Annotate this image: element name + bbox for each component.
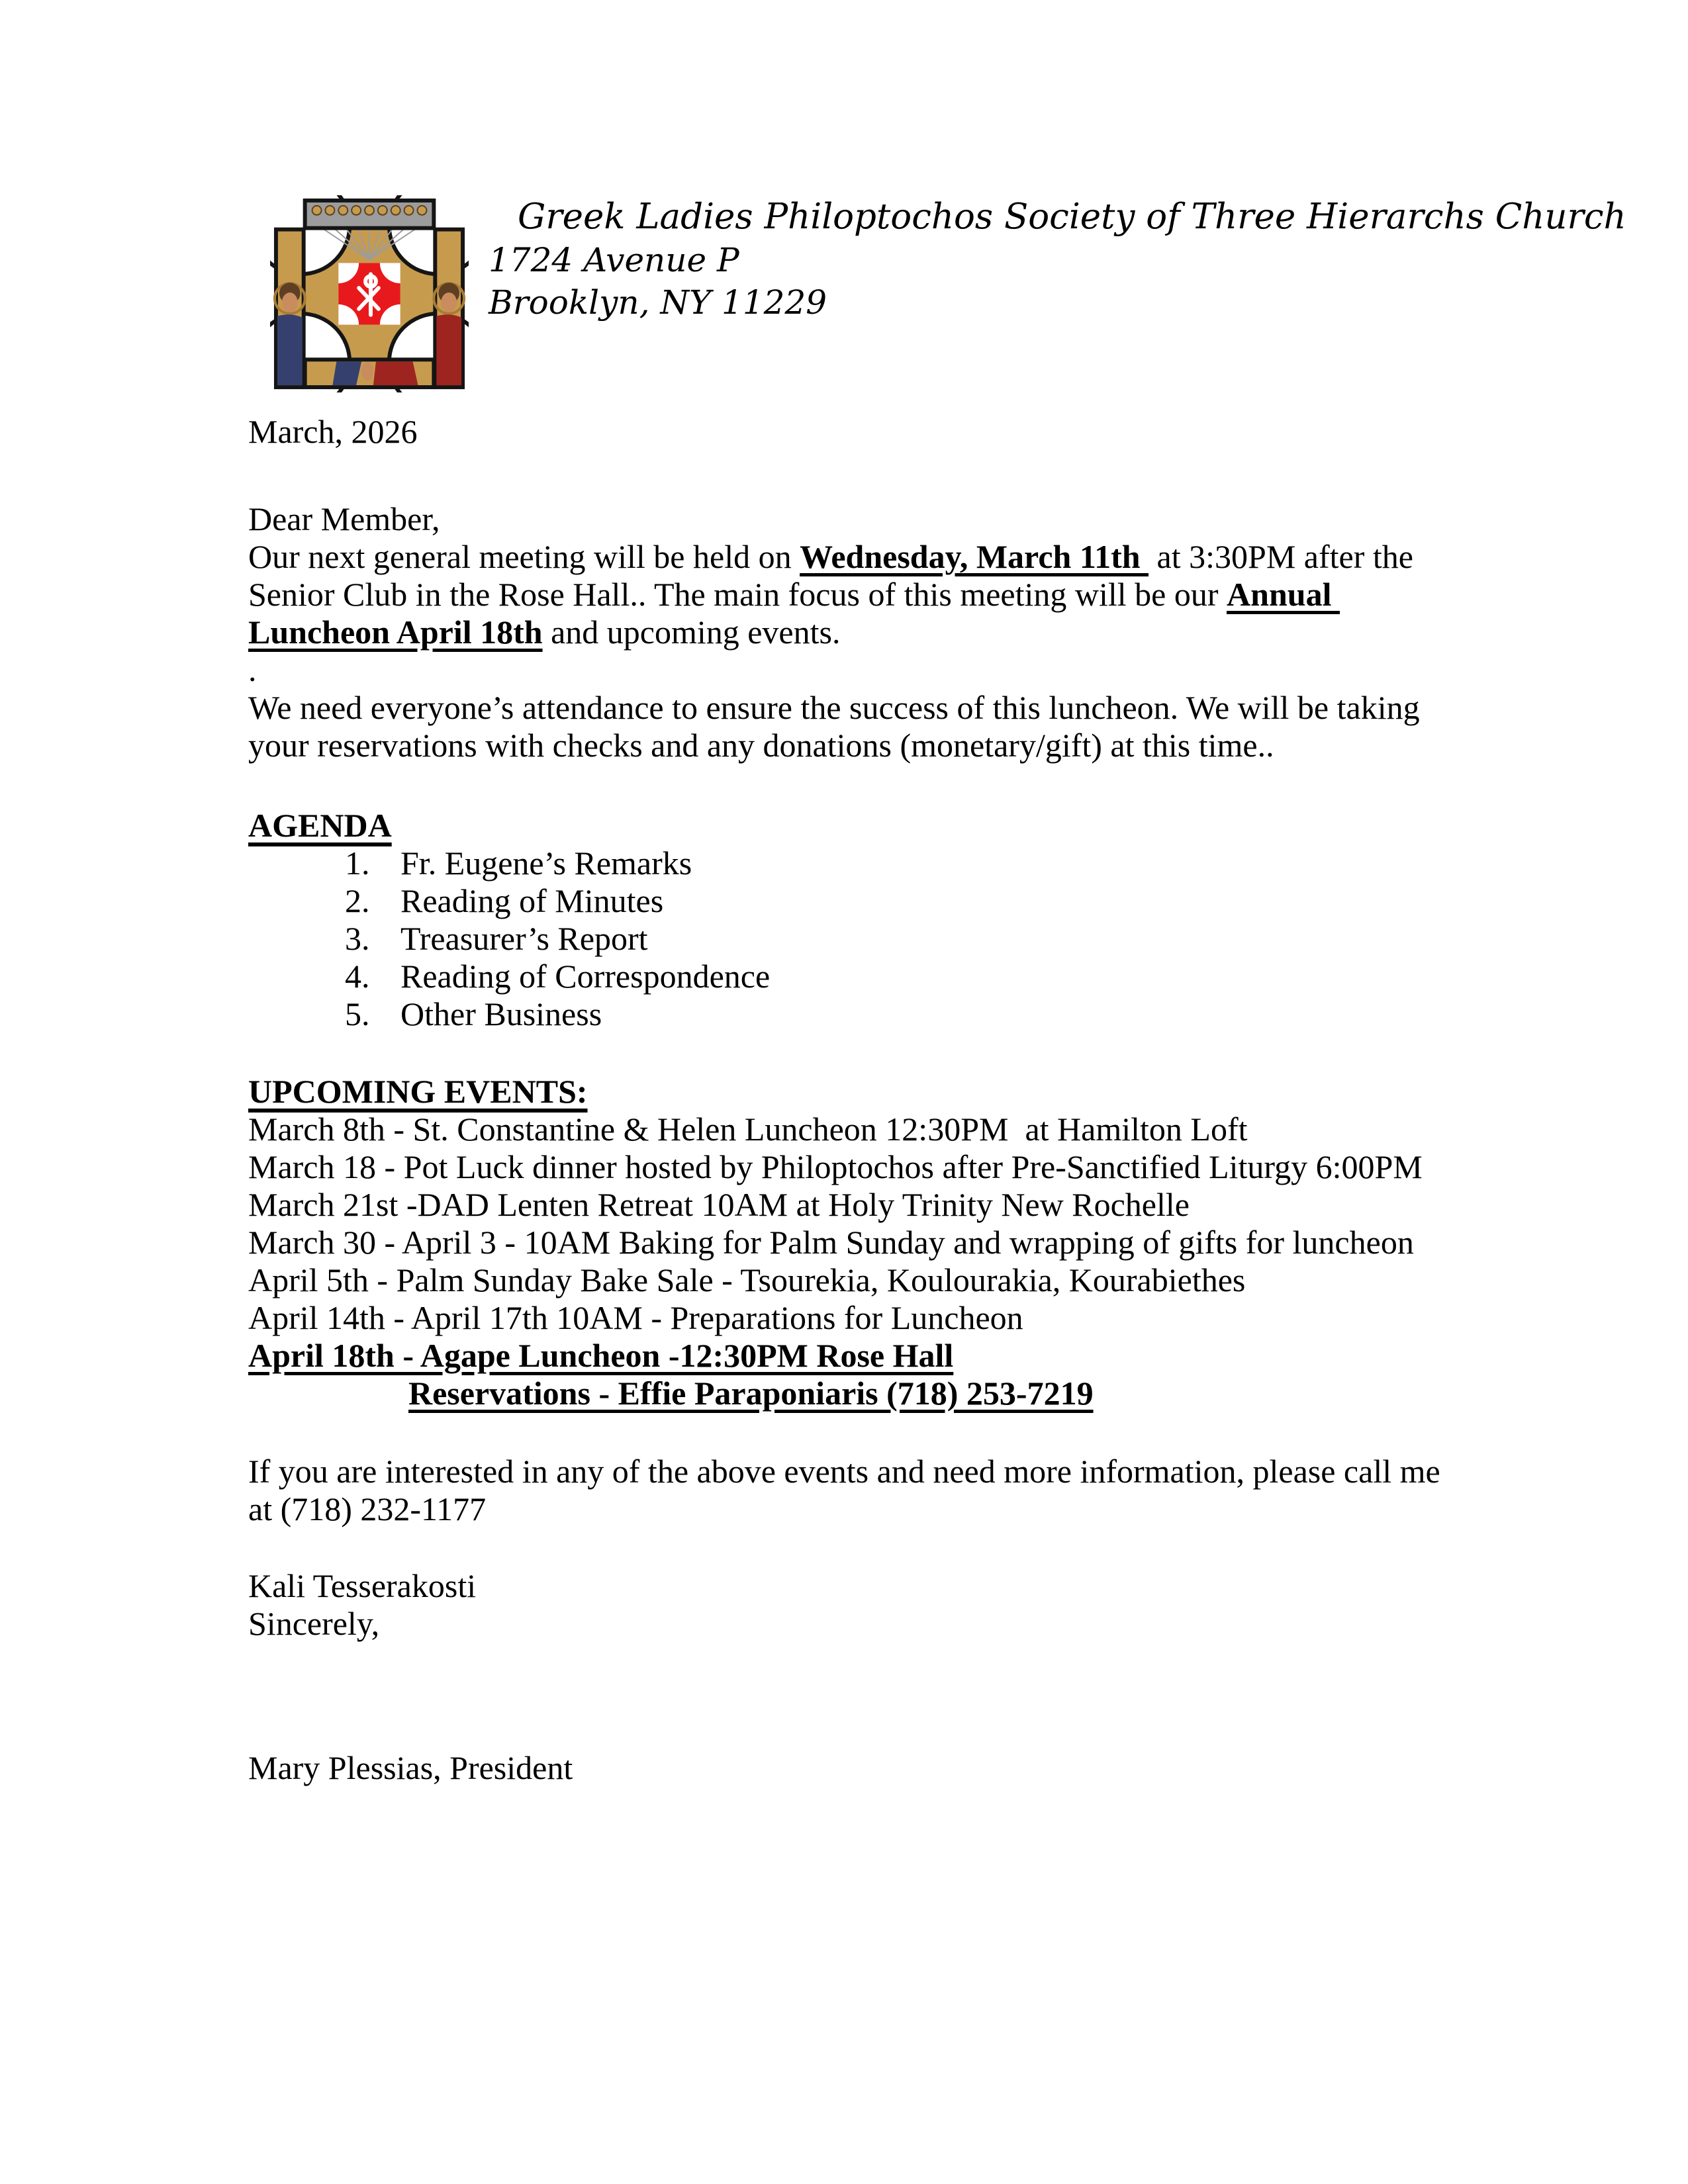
event-item: April 14th - April 17th 10AM - Preparations for Luncheon bbox=[248, 1299, 1023, 1336]
date-line: March, 2026 bbox=[248, 413, 418, 450]
agenda-item-number: 3. bbox=[345, 920, 370, 957]
agenda-item-number: 2. bbox=[345, 882, 370, 919]
events-heading-text: UPCOMING EVENTS: bbox=[248, 1073, 588, 1110]
meeting-text-3: and upcoming events. bbox=[542, 614, 841, 651]
event-item: March 21st -DAD Lenten Retreat 10AM at Holy Trinity New Rochelle bbox=[248, 1186, 1190, 1223]
three-hierarchs-cross-emblem-icon bbox=[270, 195, 469, 392]
event-item: March 8th - St. Constantine & Helen Luncheon 12:30PM at Hamilton Loft bbox=[248, 1111, 1248, 1148]
letterhead bbox=[270, 195, 1626, 392]
agenda-item-text: Other Business bbox=[400, 995, 602, 1032]
event-item: April 5th - Palm Sunday Bake Sale - Tsourekia, Koulourakia, Kourabiethes bbox=[248, 1261, 1246, 1298]
kali-tesserakosti-line: Kali Tesserakosti bbox=[248, 1567, 477, 1604]
meeting-paragraph bbox=[248, 538, 1460, 651]
agenda-item bbox=[248, 844, 1460, 882]
agenda-item bbox=[248, 995, 1460, 1033]
info-paragraph: If you are interested in any of the above events and need more information, please call me at (718) 232-1177 bbox=[248, 1453, 1449, 1527]
agenda-list bbox=[248, 844, 1460, 1033]
organization-name: Greek Ladies Philoptochos Society of Three Hierarchs Church bbox=[518, 197, 1626, 237]
agenda-item-number: 5. bbox=[345, 995, 370, 1032]
events-list bbox=[248, 1111, 1460, 1412]
attendance-paragraph: We need everyone’s attendance to ensure the success of this luncheon. We will be taking your reservations with checks and any donations (monetary/gift) at this time.. bbox=[248, 689, 1429, 764]
agenda-item-text: Reading of Correspondence bbox=[400, 958, 771, 995]
salutation: Dear Member, bbox=[248, 500, 440, 537]
agenda-item-text: Reading of Minutes bbox=[400, 882, 664, 919]
reservation-text: Reservations - Effie Paraponiaris (718) 253-7219 bbox=[408, 1375, 1094, 1412]
agenda-item bbox=[248, 882, 1460, 920]
agenda-item-number: 1. bbox=[345, 844, 370, 882]
stray-period-line: . bbox=[248, 651, 257, 688]
events-heading bbox=[248, 1073, 1460, 1111]
agenda-heading bbox=[248, 807, 1460, 844]
annual-luncheon-emphasis: Annual Luncheon April 18th bbox=[248, 576, 1340, 651]
letterhead-address-line1: 1724 Avenue P bbox=[489, 241, 739, 279]
signature-name: Mary Plessias, President bbox=[248, 1749, 573, 1786]
agape-luncheon-text: April 18th - Agape Luncheon -12:30PM Rose Hall bbox=[248, 1337, 954, 1374]
sincerely-line: Sincerely, bbox=[248, 1605, 380, 1642]
letterhead-address-line2: Brooklyn, NY 11229 bbox=[489, 283, 827, 322]
agenda-item bbox=[248, 920, 1460, 958]
meeting-date-emphasis: Wednesday, March 11th bbox=[800, 538, 1149, 575]
event-item: March 18 - Pot Luck dinner hosted by Philoptochos after Pre-Sanctified Liturgy 6:00PM bbox=[248, 1148, 1423, 1185]
letter-body bbox=[248, 413, 1460, 1787]
meeting-text-2: at 3:30PM after the Senior Club in the Rose Hall.. The main focus of this meeting will be our bbox=[248, 538, 1422, 613]
event-item-highlight bbox=[248, 1337, 1460, 1375]
meeting-text-1: Our next general meeting will be held on bbox=[248, 538, 800, 575]
agenda-item-number: 4. bbox=[345, 958, 370, 995]
agenda-heading-text: AGENDA bbox=[248, 807, 392, 844]
event-item: March 30 - April 3 - 10AM Baking for Palm Sunday and wrapping of gifts for luncheon bbox=[248, 1224, 1414, 1261]
agenda-item bbox=[248, 958, 1460, 995]
letterhead-text bbox=[489, 195, 1626, 324]
agenda-item-text: Treasurer’s Report bbox=[400, 920, 648, 957]
reservation-line bbox=[248, 1375, 1460, 1412]
agenda-item-text: Fr. Eugene’s Remarks bbox=[400, 844, 692, 882]
